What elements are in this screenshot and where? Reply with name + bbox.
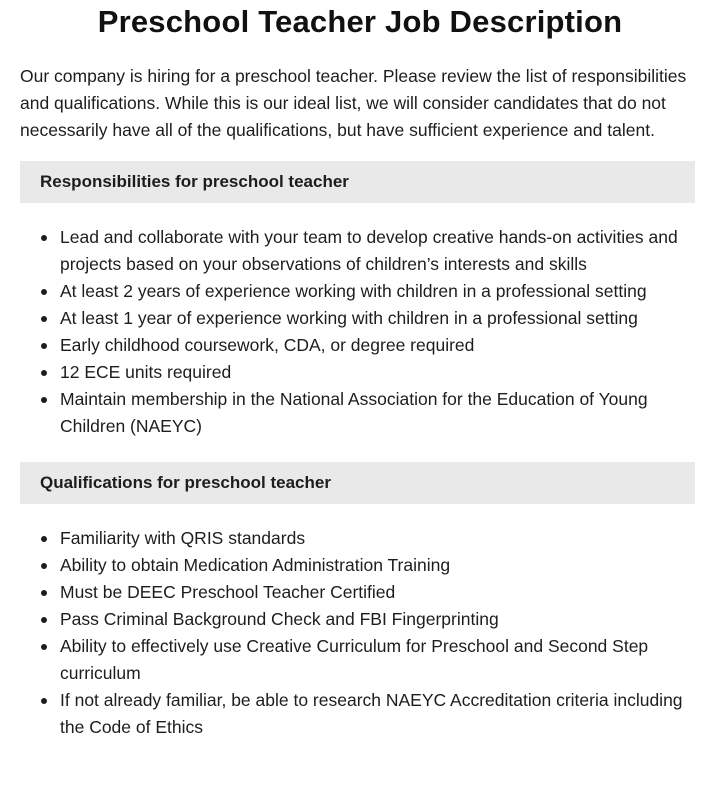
- list-item-text: Familiarity with QRIS standards: [60, 528, 306, 548]
- list-item: [20, 305, 695, 332]
- responsibilities-heading: Responsibilities for preschool teacher: [20, 161, 695, 203]
- list-item: [20, 332, 695, 359]
- list-item-text: Early childhood coursework, CDA, or degree required: [60, 335, 475, 355]
- list-item-text: Must be DEEC Preschool Teacher Certified: [60, 582, 396, 602]
- page-title: Preschool Teacher Job Description: [97, 4, 623, 39]
- list-item: [20, 579, 695, 606]
- responsibilities-list: [20, 224, 695, 440]
- list-item: [20, 633, 695, 687]
- list-item: [20, 552, 695, 579]
- bullet-icon: [41, 235, 47, 241]
- bullet-icon: [41, 698, 47, 704]
- list-item: [20, 224, 695, 278]
- list-item: [20, 525, 695, 552]
- list-item-text: Pass Criminal Background Check and FBI Fingerprinting: [60, 609, 499, 629]
- bullet-icon: [41, 536, 47, 542]
- qualifications-heading: Qualifications for preschool teacher: [20, 462, 695, 504]
- list-item: [20, 606, 695, 633]
- bullet-icon: [41, 644, 47, 650]
- intro-paragraph: Our company is hiring for a preschool teacher. Please review the list of responsibilities and qualifications. While this is our ideal list, we will consider candidates that do not necessarily have all of the qualifications, but have sufficient experience and talent.: [20, 66, 687, 140]
- list-item-text: Maintain membership in the National Association for the Education of Young Children (NAEYC): [60, 389, 648, 436]
- bullet-icon: [41, 397, 47, 403]
- bullet-icon: [41, 563, 47, 569]
- list-item: [20, 386, 695, 440]
- bullet-icon: [41, 590, 47, 596]
- list-item: [20, 359, 695, 386]
- list-item-text: If not already familiar, be able to research NAEYC Accreditation criteria including the Code of Ethics: [60, 690, 683, 737]
- bullet-icon: [41, 343, 47, 349]
- list-item-text: At least 2 years of experience working with children in a professional setting: [60, 281, 647, 301]
- bullet-icon: [41, 289, 47, 295]
- qualifications-list: [20, 525, 695, 741]
- list-item-text: Lead and collaborate with your team to develop creative hands-on activities and projects based on your observations of children’s interests and skills: [60, 227, 678, 274]
- list-item: [20, 278, 695, 305]
- list-item-text: At least 1 year of experience working with children in a professional setting: [60, 308, 638, 328]
- bullet-icon: [41, 617, 47, 623]
- bullet-icon: [41, 370, 47, 376]
- bullet-icon: [41, 316, 47, 322]
- list-item-text: Ability to effectively use Creative Curriculum for Preschool and Second Step curriculum: [60, 636, 649, 683]
- list-item-text: Ability to obtain Medication Administration Training: [60, 555, 451, 575]
- list-item: [20, 687, 695, 741]
- list-item-text: 12 ECE units required: [60, 362, 232, 382]
